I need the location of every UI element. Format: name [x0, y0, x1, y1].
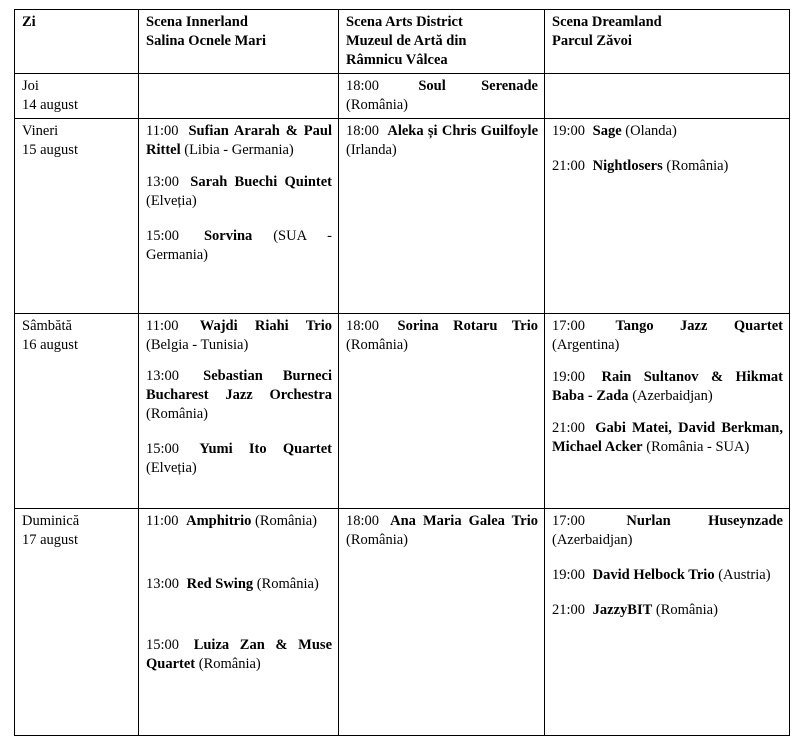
artist-name: Sufian Ararah & Paul Rittel: [146, 123, 332, 158]
table-row: [15, 509, 790, 736]
header-dreamland-stage: Scena Dreamland: [552, 14, 662, 30]
event-item: 21:00 Nightlosers (România): [552, 158, 729, 174]
artist-name: Sage: [592, 123, 622, 139]
artist-name: Wajdi Riahi Trio: [199, 318, 333, 334]
header-day: Zi: [15, 10, 139, 74]
innerland-cell: [139, 119, 339, 314]
header-dreamland-venue: Parcul Zăvoi: [552, 33, 632, 49]
artist-name: JazzyBIT: [592, 602, 653, 618]
event-item: 19:00 Sage (Olanda): [552, 123, 677, 139]
header-innerland-stage: Scena Innerland: [146, 14, 248, 30]
innerland-cell: [139, 314, 339, 509]
artist-name: Soul Serenade: [418, 78, 538, 94]
event-item: 17:00 Nurlan Huseynzade (Azerbaidjan): [552, 513, 783, 548]
event-item: 11:00 Sufian Ararah & Paul Rittel (Libia - Germania): [146, 123, 332, 158]
event-item: 18:00 Sorina Rotaru Trio (România): [346, 318, 538, 353]
dreamland-cell: [545, 509, 790, 736]
day-cell: Sâmbătă 16 august: [15, 314, 139, 509]
artist-name: Sorvina: [203, 228, 253, 244]
innerland-cell: [139, 74, 339, 119]
table-row: [15, 74, 790, 119]
event-item: 18:00 Soul Serenade (România): [346, 78, 538, 113]
artist-name: Luiza Zan & Muse Quartet: [146, 637, 332, 672]
event-item: 15:00 Sorvina (SUA - Germania): [146, 228, 332, 263]
header-arts-venue: Muzeul de Artă din: [346, 33, 467, 49]
artist-name: Sarah Buechi Quintet: [190, 174, 333, 190]
arts-cell: [339, 509, 545, 736]
artist-name: Sorina Rotaru Trio: [397, 318, 538, 334]
arts-cell: [339, 74, 545, 119]
header-dreamland: [545, 10, 790, 74]
artist-name: Nightlosers: [592, 158, 663, 174]
artist-name: Gabi Matei, David Berkman, Michael Acker: [552, 420, 783, 455]
event-item: 15:00 Yumi Ito Quartet (Elveția): [146, 441, 333, 476]
event-item: 19:00 David Helbock Trio (Austria): [552, 567, 771, 583]
artist-name: Nurlan Huseynzade: [626, 513, 783, 529]
dreamland-cell: [545, 74, 790, 119]
event-item: 21:00 Gabi Matei, David Berkman, Michael Acker (România - SUA): [552, 420, 783, 455]
innerland-cell: [139, 509, 339, 736]
dreamland-cell: [545, 119, 790, 314]
artist-name: Sebastian Burneci Bucharest Jazz Orchestra: [146, 368, 333, 403]
header-arts-city: Râmnicu Vâlcea: [346, 52, 448, 68]
event-item: 18:00 Ana Maria Galea Trio (România): [346, 513, 538, 548]
header-innerland-venue: Salina Ocnele Mari: [146, 33, 267, 49]
event-item: 18:00 Aleka și Chris Guilfoyle (Irlanda): [346, 123, 539, 158]
artist-name: Red Swing: [186, 576, 254, 592]
header-arts-stage: Scena Arts District: [346, 14, 463, 30]
artist-name: Aleka și Chris Guilfoyle: [387, 123, 539, 139]
table-row: [15, 314, 790, 509]
artist-name: Amphitrio: [186, 513, 252, 529]
event-item: 11:00 Wajdi Riahi Trio (Belgia - Tunisia): [146, 318, 333, 353]
event-item: 17:00 Tango Jazz Quartet (Argentina): [552, 318, 783, 353]
event-item: 21:00 JazzyBIT (România): [552, 602, 718, 618]
event-item: 19:00 Rain Sultanov & Hikmat Baba - Zada (Azerbaidjan): [552, 369, 783, 404]
arts-cell: [339, 119, 545, 314]
day-cell: Duminică 17 august: [15, 509, 139, 736]
artist-name: Tango Jazz Quartet: [615, 318, 783, 334]
event-item: 13:00 Sarah Buechi Quintet (Elveția): [146, 174, 333, 209]
header-row: [15, 10, 790, 74]
festival-schedule-table: [14, 9, 790, 736]
event-item: 11:00 Amphitrio (România): [146, 513, 318, 529]
artist-name: David Helbock Trio: [592, 567, 715, 583]
day-cell: Vineri 15 august: [15, 119, 139, 314]
event-item: 13:00 Red Swing (România): [146, 576, 319, 592]
artist-name: Yumi Ito Quartet: [199, 441, 333, 457]
header-innerland: [139, 10, 339, 74]
artist-name: Rain Sultanov & Hikmat Baba - Zada: [552, 369, 783, 404]
artist-name: Ana Maria Galea Trio: [390, 513, 538, 529]
event-item: 13:00 Sebastian Burneci Bucharest Jazz Orchestra (România): [146, 368, 333, 422]
arts-cell: [339, 314, 545, 509]
table-row: [15, 119, 790, 314]
event-item: 15:00 Luiza Zan & Muse Quartet (România): [146, 637, 332, 672]
dreamland-cell: [545, 314, 790, 509]
header-arts-district: [339, 10, 545, 74]
day-cell: Joi 14 august: [15, 74, 139, 119]
